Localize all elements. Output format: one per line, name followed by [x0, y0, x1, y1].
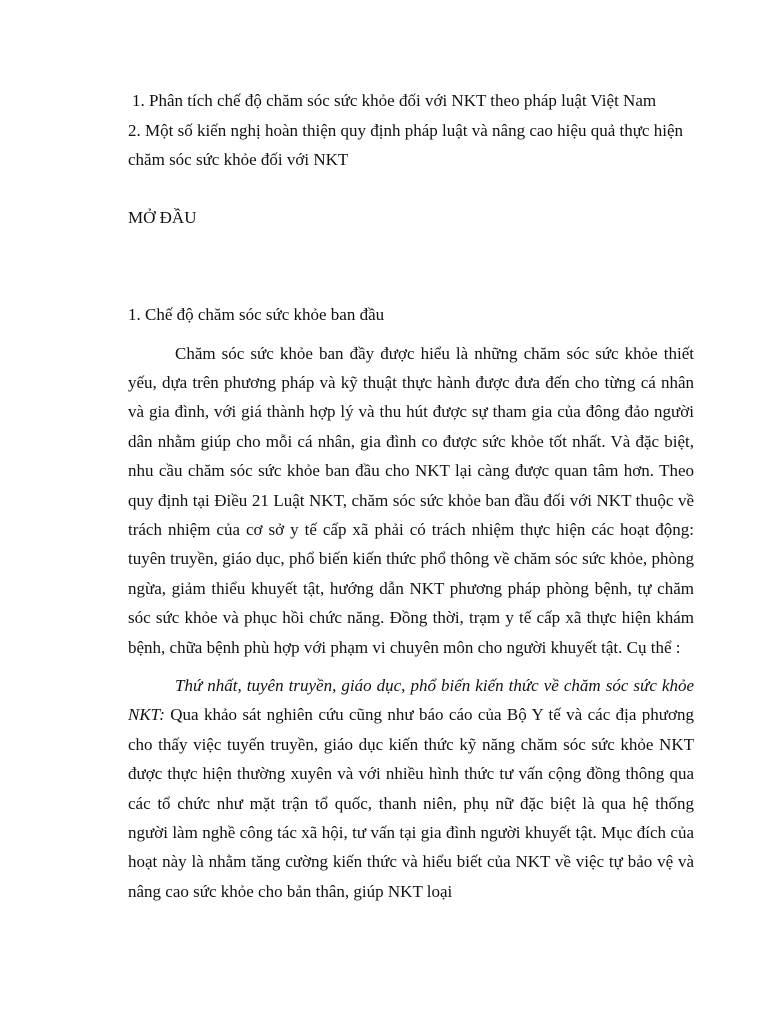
- section-1-paragraph-2: [128, 671, 694, 906]
- paragraph-2-italic-lead: Thứ nhất, tuyên truyền, giáo dục, phổ biến kiến thức về chăm sóc sức khỏe NKT:: [128, 675, 694, 725]
- intro-heading: MỞ ĐẦU: [128, 207, 197, 227]
- toc-item-2: 2. Một số kiến nghị hoàn thiện quy định pháp luật và nâng cao hiệu quả thực hiện chăm sóc sức khỏe đối với NKT: [128, 120, 683, 169]
- toc-item-1: 1. Phân tích chế độ chăm sóc sức khỏe đối với NKT theo pháp luật Việt Nam: [132, 91, 657, 110]
- section-1-heading: 1. Chế độ chăm sóc sức khỏe ban đầu: [128, 305, 385, 324]
- paragraph-2-body: Qua khảo sát nghiên cứu cũng như báo cáo của Bộ Y tế và các địa phương cho thấy việc tuyến truyền, giáo dục kiến thức kỹ năng chăm sóc sức khỏe NKT được thực hiện thường xuyên và với nhiều hình thức tư vấn cộng đồng thông qua các tổ chức như mặt trận tổ quốc, thanh niên, phụ nữ đặc biệt là qua hệ thống người làm nghề công tác xã hội, tư vấn tại gia đình người khuyết tật. Mục đích của hoạt này là nhằm tăng cường kiến thức và hiểu biết của NKT về việc tự bảo vệ và nâng cao sức khỏe cho bản thân, giúp NKT loại: [128, 705, 694, 901]
- document-body: [128, 86, 694, 906]
- section-1-paragraph-1: Chăm sóc sức khỏe ban đầy được hiểu là những chăm sóc sức khỏe thiết yếu, dựa trên phương pháp và kỹ thuật thực hành được đưa đến cho từng cá nhân và gia đình, với giá thành hợp lý và thu hút được sự tham gia của đông đảo người dân nhằm giúp cho mỗi cá nhân, gia đình co được sức khỏe tốt nhất. Và đặc biệt, nhu cầu chăm sóc sức khỏe ban đầu cho NKT lại càng được quan tâm hơn. Theo quy định tại Điều 21 Luật NKT, chăm sóc sức khỏe ban đầu đối với NKT thuộc về trách nhiệm của cơ sở y tế cấp xã phải có trách nhiệm thực hiện các hoạt động: tuyên truyền, giáo dục, phổ biến kiến thức phổ thông về chăm sóc sức khỏe, phòng ngừa, giảm thiểu khuyết tật, hướng dẫn NKT phương pháp phòng bệnh, tự chăm sóc sức khỏe và phục hồi chức năng. Đồng thời, trạm y tế cấp xã thực hiện khám bệnh, chữa bệnh phù hợp với phạm vi chuyên môn cho người khuyết tật. Cụ thể :: [128, 343, 694, 657]
